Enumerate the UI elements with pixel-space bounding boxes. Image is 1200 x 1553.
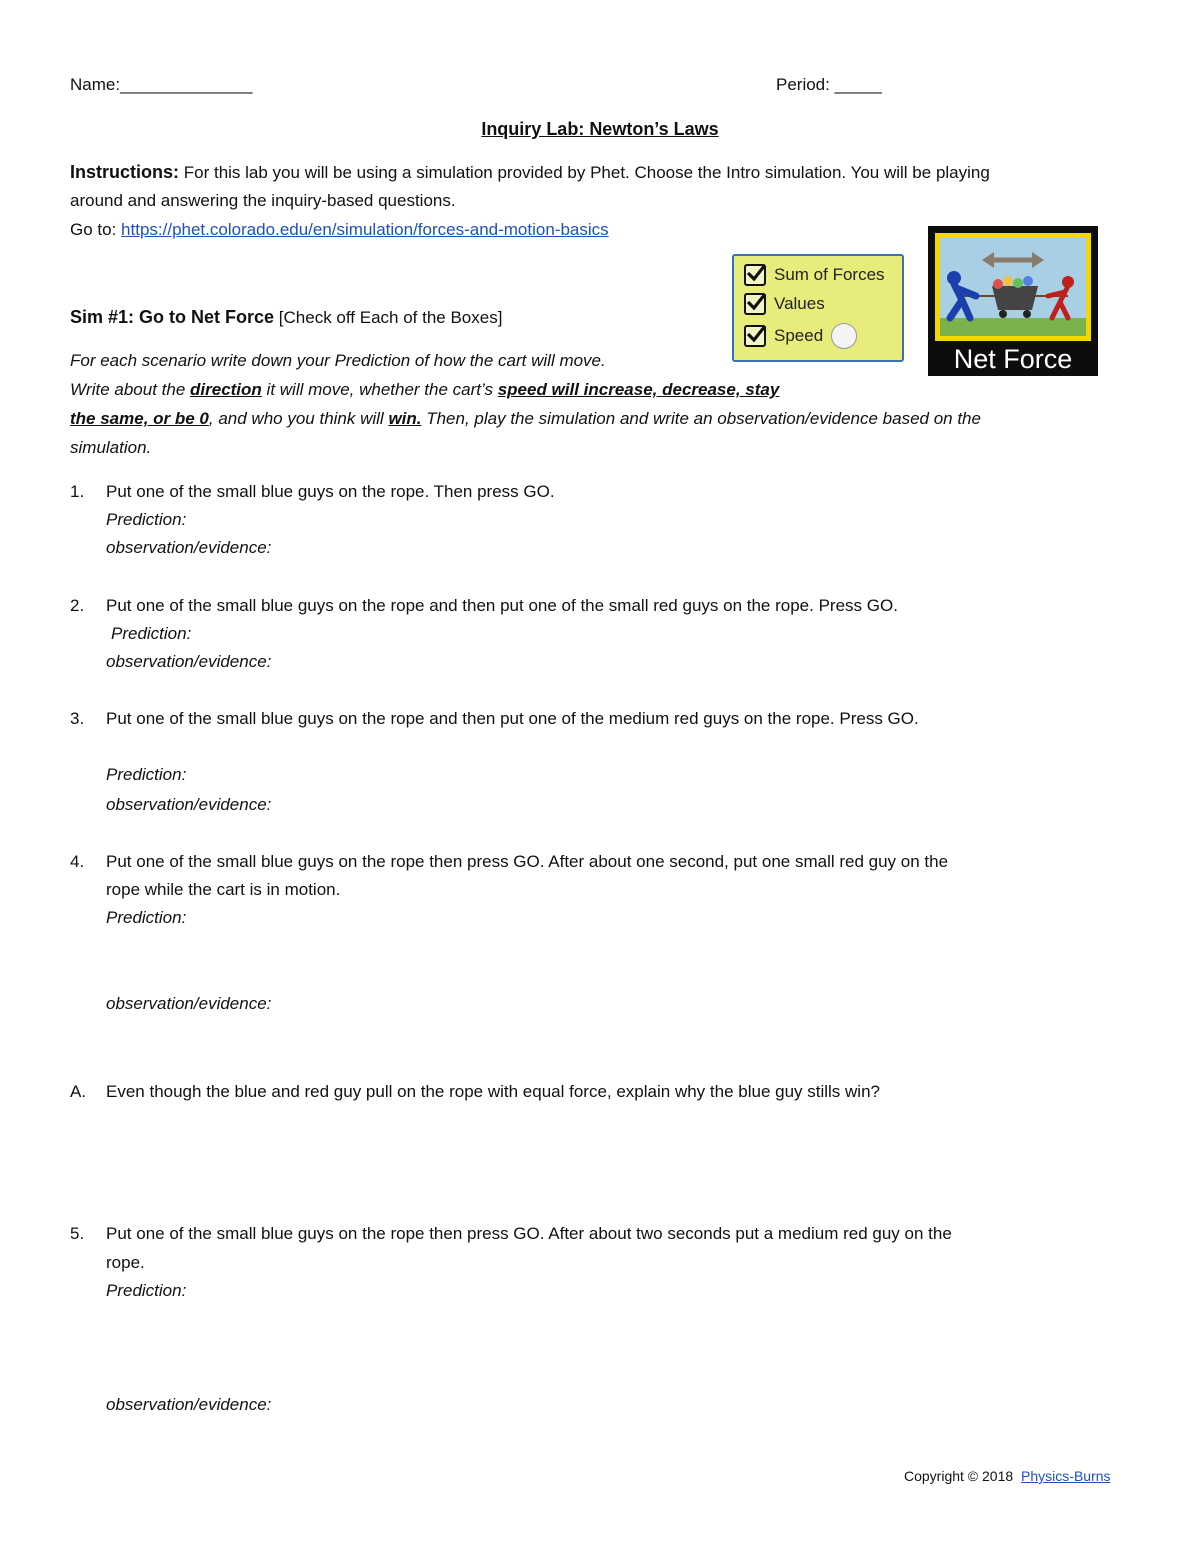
instructions-line1 — [70, 161, 990, 184]
net-force-label: Net Force — [953, 344, 1073, 374]
scenario-text: it will move, whether the cart’s — [261, 380, 498, 399]
question-4-text-cont: rope while the cart is in motion. — [106, 880, 341, 899]
footer — [904, 1465, 1111, 1487]
name-field-label: Name:______________ — [70, 75, 253, 94]
scenario-line3 — [70, 408, 981, 430]
physics-burns-link[interactable]: Physics-Burns — [1021, 1468, 1111, 1484]
scenario-text: , and who you think will — [208, 409, 389, 428]
copyright-text: Copyright © 2018 — [904, 1468, 1014, 1484]
checkbox-label: Values — [774, 294, 825, 313]
question-number: 4. — [70, 852, 85, 871]
instructions-line2: around and answering the inquiry-based questions. — [70, 191, 456, 210]
observation-label: observation/evidence: — [106, 994, 272, 1013]
checkmark-icon — [744, 293, 766, 315]
speed-emphasis: speed will increase, decrease, stay — [497, 380, 780, 399]
instructions-text: For this lab you will be using a simulation provided by Phet. Choose the Intro simulation. You will be playing — [183, 163, 990, 182]
sim1-heading-line — [70, 306, 502, 329]
speedometer-icon — [831, 323, 857, 349]
observation-label: observation/evidence: — [106, 795, 272, 814]
blue-puller-icon — [947, 271, 976, 318]
win-emphasis: win. — [388, 409, 422, 428]
observation-label: observation/evidence: — [106, 1395, 272, 1414]
period-field-label: Period: _____ — [776, 75, 882, 94]
cart-icon — [992, 276, 1038, 318]
question-number: 2. — [70, 596, 85, 615]
question-1-text: Put one of the small blue guys on the rope. Then press GO. — [106, 482, 555, 501]
sim1-bracket: [Check off Each of the Boxes] — [278, 308, 503, 327]
prediction-label: Prediction: — [111, 624, 192, 643]
scenario-text: Then, play the simulation and write an observation/evidence based on the — [421, 409, 981, 428]
question-number: 1. — [70, 482, 85, 501]
question-2-text: Put one of the small blue guys on the rope and then put one of the small red guys on the rope. Press GO. — [106, 596, 898, 615]
net-force-image — [928, 226, 1098, 376]
prediction-label: Prediction: — [106, 510, 187, 529]
phet-url-link[interactable]: https://phet.colorado.edu/en/simulation/forces-and-motion-basics — [121, 220, 609, 239]
question-4-text: Put one of the small blue guys on the rope then press GO. After about one second, put one small red guy on the — [106, 852, 949, 871]
scenario-line4: simulation. — [70, 438, 152, 457]
checkbox-label: Speed — [774, 326, 824, 345]
checkmark-icon — [744, 264, 766, 286]
observation-label: observation/evidence: — [106, 538, 272, 557]
instructions-label: Instructions: — [70, 162, 180, 182]
checkbox-row-sum-of-forces — [744, 262, 885, 288]
prediction-label: Prediction: — [106, 765, 187, 784]
scenario-line1: For each scenario write down your Prediction of how the cart will move. — [70, 351, 606, 370]
checkbox-row-values — [744, 291, 825, 317]
direction-emphasis: direction — [190, 380, 262, 399]
sim1-heading: Sim #1: Go to Net Force — [70, 307, 275, 327]
goto-line — [70, 219, 609, 241]
question-letter: A. — [70, 1082, 87, 1101]
prediction-label: Prediction: — [106, 1281, 187, 1300]
question-5-text-cont: rope. — [106, 1253, 145, 1272]
red-puller-icon — [1048, 276, 1074, 318]
question-a-text: Even though the blue and red guy pull on the rope with equal force, explain why the blue guy stills win? — [106, 1082, 880, 1101]
scenario-text: Write about the — [70, 380, 191, 399]
checkbox-row-speed — [744, 323, 857, 349]
checkbox-label: Sum of Forces — [774, 265, 885, 284]
checkbox-panel-image — [732, 254, 904, 362]
observation-label: observation/evidence: — [106, 652, 272, 671]
question-number: 5. — [70, 1224, 85, 1243]
speed-emphasis-cont: the same, or be 0 — [70, 409, 209, 428]
goto-label: Go to: — [70, 220, 117, 239]
tug-of-war-illustration — [940, 238, 1086, 336]
question-number: 3. — [70, 709, 85, 728]
prediction-label: Prediction: — [106, 908, 187, 927]
page-title: Inquiry Lab: Newton’s Laws — [481, 119, 719, 139]
double-arrow-icon — [982, 252, 1044, 268]
question-5-text: Put one of the small blue guys on the rope then press GO. After about two seconds put a medium red guy on the — [106, 1224, 952, 1243]
checkmark-icon — [744, 325, 766, 347]
question-3-text: Put one of the small blue guys on the rope and then put one of the medium red guys on the rope. Press GO. — [106, 709, 919, 728]
scenario-line2 — [70, 379, 779, 401]
